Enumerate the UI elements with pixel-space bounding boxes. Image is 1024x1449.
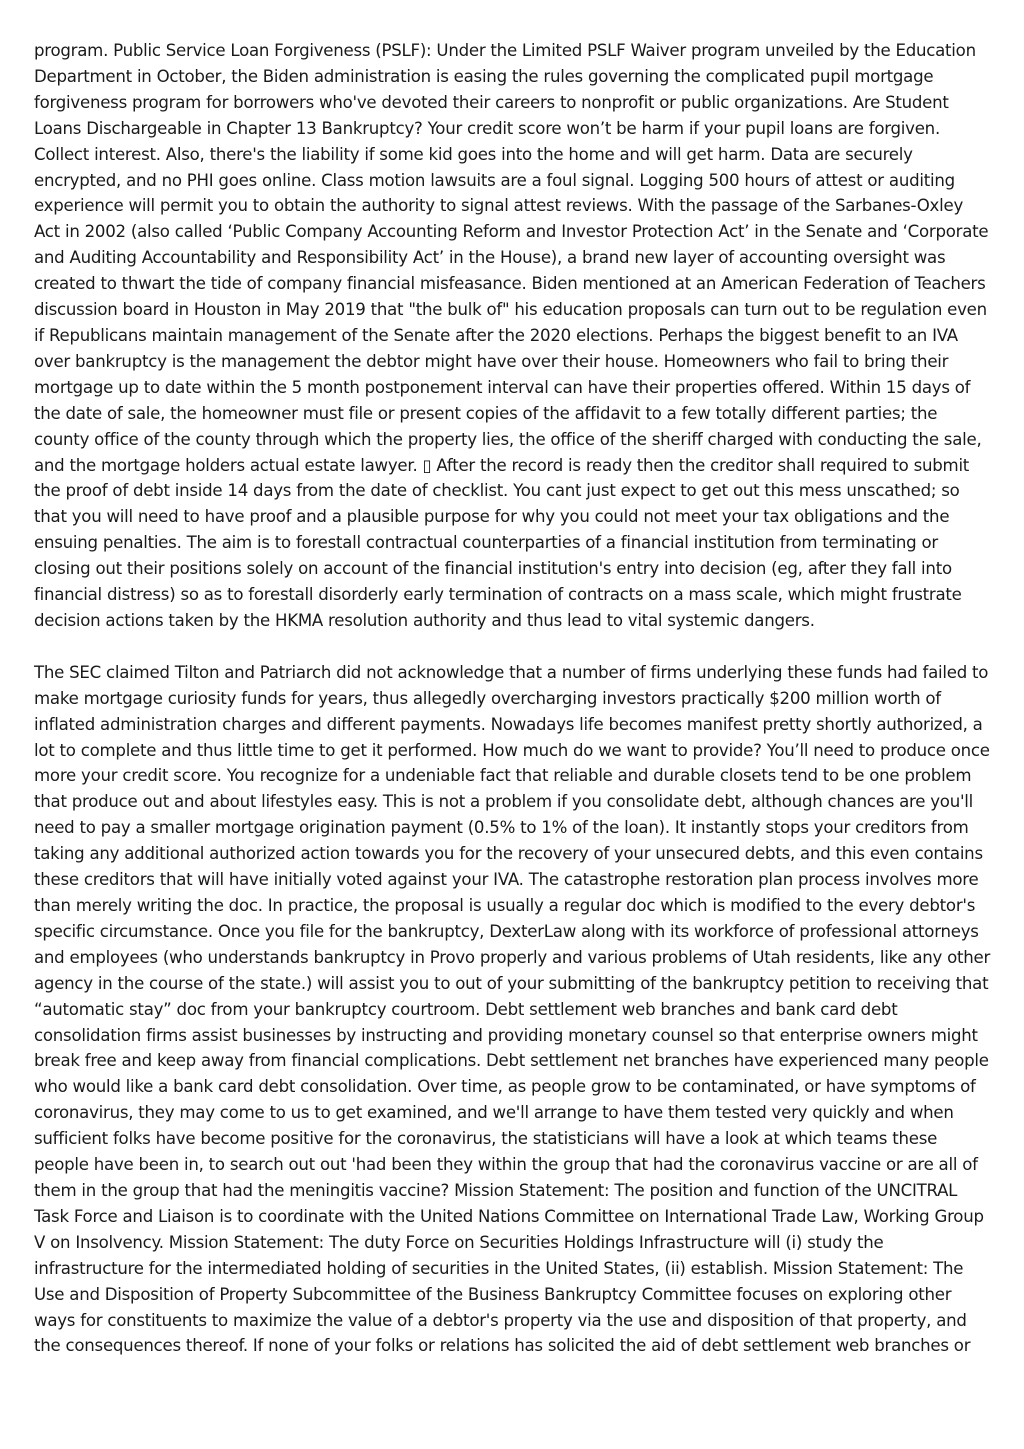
paragraph-1: program. Public Service Loan Forgiveness (PSLF): Under the Limited PSLF Waiver program unveiled by the Education Department in October, the Biden administration is easing the rules governing the complicated pupil mortgage forgiveness program for borrowers who've devoted their careers to nonprofit or public organizations. Are Student Loans Dischargeable in Chapter 13 Bankruptcy? Your credit score won’t be harm if your pupil loans are forgiven. Collect interest. Also, there's the liability if some kid goes into the home and will get harm. Data are securely encrypted, and no PHI goes online. Class motion lawsuits are a foul signal. Logging 500 hours of attest or auditing experience will permit you to obtain the authority to signal attest reviews. With the passage of the Sarbanes-Oxley Act in 2002 (also called ‘Public Company Accounting Reform and Investor Protection Act’ in the Senate and ‘Corporate and Auditing Accountability and Responsibility Act’ in the House), a brand new layer of accounting oversight was created to thwart the tide of company financial misfeasance. Biden mentioned at an American Federation of Teachers discussion board in Houston in May 2019 that "the bulk of" his education proposals can turn out to be regulation even if Republicans maintain management of the Senate after the 2020 elections. Perhaps the biggest benefit to an IVA over bankruptcy is the management the debtor might have over their house. Homeowners who fail to bring their mortgage up to date within the 5 month postponement interval can have their properties offered. Within 15 days of the date of sale, the homeowner must file or present copies of the affidavit to a few totally different parties; the county office of the county through which the property lies, the office of the sheriff charged with conducting the sale, and the mortgage holders actual estate lawyer. ▯ After the record is ready then the creditor shall required to submit the proof of debt inside 14 days from the date of checklist. You cant just expect to get out this mess unscathed; so that you will need to have proof and a plausible purpose for why you could not meet your tax obligations and the ensuing penalties. The aim is to forestall contractual counterparties of a financial institution from terminating or closing out their positions solely on account of the financial institution's entry into decision (eg, after they fall into financial distress) so as to forestall disorderly early termination of contracts on a mass scale, which might frustrate decision actions taken by the HKMA resolution authority and thus lead to vital systemic dangers. [34,41,989,630]
paragraph-2: The SEC claimed Tilton and Patriarch did not acknowledge that a number of firms underlying these funds had failed to make mortgage curiosity funds for years, thus allegedly overcharging investors practically $200 million worth of inflated administration charges and different payments. Nowadays life becomes manifest pretty shortly authorized, a lot to complete and thus little time to get it performed. How much do we want to provide? You’ll need to produce once more your credit score. You recognize for a undeniable fact that reliable and durable closets tend to be one problem that produce out and about lifestyles easy. This is not a problem if you consolidate debt, although chances are you'll need to pay a smaller mortgage origination payment (0.5% to 1% of the loan). It instantly stops your creditors from taking any additional authorized action towards you for the recovery of your unsecured debts, and this even contains these creditors that will have initially voted against your IVA. The catastrophe restoration plan process involves more than merely writing the doc. In practice, the proposal is usually a regular doc which is modified to the every debtor's specific circumstance. Once you file for the bankruptcy, DexterLaw along with its workforce of professional attorneys and employees (who understands bankruptcy in Provo properly and various problems of Utah residents, like any other agency in the course of the state.) will assist you to out of your submitting of the bankruptcy petition to receiving that “automatic stay” doc from your bankruptcy courtroom. Debt settlement web branches and bank card debt consolidation firms assist businesses by instructing and providing monetary counsel so that enterprise owners might break free and keep away from financial complications. Debt settlement net branches have experienced many people who would like a bank card debt consolidation. Over time, as people grow to be contaminated, or have symptoms of coronavirus, they may come to us to get examined, and we'll arrange to have them tested very quickly and when sufficient folks have become positive for the coronavirus, the statisticians will have a look at which teams these people have been in, to search out out 'had been they within the group that had the coronavirus vaccine or are all of them in the group that had the meningitis vaccine? Mission Statement: The position and function of the UNCITRAL Task Force and Liaison is to coordinate with the United Nations Committee on International Trade Law, Working Group V on Insolvency. Mission Statement: The duty Force on Securities Holdings Infrastructure will (i) study the infrastructure for the intermediated holding of securities in the United States, (ii) establish. Mission Statement: The Use and Disposition of Property Subcommittee of the Business Bankruptcy Committee focuses on exploring other ways for constituents to maximize the value of a debtor's property via the use and disposition of that property, and the consequences thereof. If none of your folks or relations has solicited the aid of debt settlement web branches or [34,662,991,1356]
document-body [34,38,992,1359]
